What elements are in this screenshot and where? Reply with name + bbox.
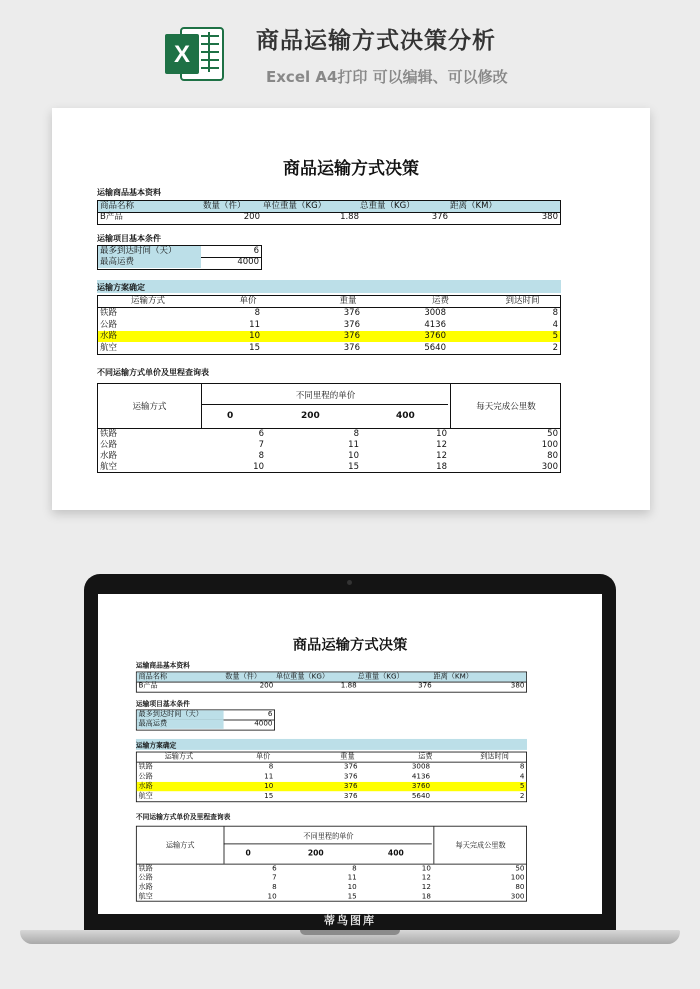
table-cell: 12 <box>421 883 431 892</box>
table-cell: 1.88 <box>340 681 357 691</box>
table-cell: 铁路 <box>100 308 118 318</box>
header-cell: 数量（件） <box>203 201 246 211</box>
section1-label: 运输商品基本资料 <box>135 661 190 670</box>
header-cell: 运输方式 <box>130 296 165 306</box>
table-row <box>137 865 526 874</box>
table-cell: 6 <box>258 429 264 439</box>
table-cell: 铁路 <box>138 762 153 771</box>
condition-value: 4000 <box>254 719 273 729</box>
table-header-row <box>137 752 526 761</box>
table-cell: 11 <box>348 440 359 450</box>
conditions-table <box>136 709 275 730</box>
table-cell: 8 <box>519 762 525 771</box>
section3-band <box>97 280 561 293</box>
table-cell: 3760 <box>424 331 446 341</box>
table-cell: 公路 <box>138 873 153 883</box>
table-cell: 376 <box>343 331 360 341</box>
table-row <box>137 763 526 772</box>
table-cell: 公路 <box>100 319 118 330</box>
table-cell: 376 <box>343 342 360 353</box>
header-cell: 距离（KM） <box>450 201 497 211</box>
table-cell: 8 <box>353 429 359 439</box>
table-row <box>137 720 274 729</box>
table-cell: 8 <box>352 864 357 873</box>
page-title: 商品运输方式决策分析 <box>256 28 496 54</box>
table-cell: 8 <box>258 451 264 461</box>
section2-label: 运输项目基本条件 <box>97 234 161 243</box>
condition-label: 最多到达时间（天） <box>98 246 201 257</box>
table-cell: 10 <box>264 781 274 791</box>
table-cell: 公路 <box>100 440 118 450</box>
table-cell: B产品 <box>138 681 158 691</box>
header-cell: 运输方式 <box>165 841 195 851</box>
section1-label: 运输商品基本资料 <box>97 188 161 197</box>
distance-header: 400 <box>396 411 415 421</box>
table-cell: 10 <box>249 331 260 341</box>
condition-label: 最多到达时间（天） <box>137 710 224 719</box>
header-cell: 运输方式 <box>132 402 167 412</box>
page-subtitle: Excel A4打印 可以编辑、可以修改 <box>266 68 508 86</box>
table-cell: 376 <box>343 762 358 771</box>
table-row <box>137 892 526 901</box>
price-lookup-table <box>97 383 561 473</box>
table-cell: 4 <box>519 772 525 781</box>
distance-header: 0 <box>227 411 234 421</box>
table-cell: 300 <box>541 462 558 472</box>
table-cell: 300 <box>510 892 525 901</box>
table-header-row <box>98 201 560 212</box>
table-cell: 水路 <box>100 331 118 341</box>
header-cell: 距离（KM） <box>433 672 473 681</box>
header-cell: 到达时间 <box>480 752 509 761</box>
header-cell: 总重量（KG） <box>357 672 404 681</box>
table-cell: 10 <box>421 864 431 873</box>
table-cell: 铁路 <box>138 864 153 873</box>
table-cell: 8 <box>552 308 558 318</box>
table-cell: 航空 <box>138 791 153 801</box>
table-cell: 铁路 <box>100 429 118 439</box>
table-cell: 11 <box>264 772 274 781</box>
table-cell: 3760 <box>411 781 431 791</box>
table-cell: 4136 <box>411 772 431 781</box>
table-cell: 航空 <box>100 462 118 472</box>
camera-icon <box>347 580 352 585</box>
table-cell: 15 <box>264 791 274 801</box>
header-cell: 单位重量（KG） <box>263 201 327 211</box>
table-cell: 10 <box>436 429 447 439</box>
sheet-title: 商品运输方式决策 <box>283 159 419 179</box>
table-cell: 4136 <box>424 319 446 330</box>
condition-label: 最高运费 <box>137 720 224 729</box>
table-cell: 12 <box>436 451 447 461</box>
condition-value: 6 <box>253 246 259 256</box>
table-row <box>98 331 560 342</box>
table-cell: 5 <box>552 331 558 341</box>
section4-label: 不同运输方式单价及里程查询表 <box>135 813 231 821</box>
table-row <box>98 343 560 354</box>
header-cell: 重量 <box>339 296 357 306</box>
table-cell: 376 <box>431 212 448 222</box>
table-cell: 376 <box>343 308 360 318</box>
table-cell: 200 <box>259 681 274 691</box>
section3-label: 运输方案确定 <box>97 283 145 292</box>
laptop-sheet-content <box>98 594 602 914</box>
table-cell: 376 <box>418 681 432 691</box>
table-row <box>137 682 526 691</box>
table-row <box>137 883 526 892</box>
table-cell: 10 <box>348 451 359 461</box>
section4-label: 不同运输方式单价及里程查询表 <box>97 368 209 377</box>
table-row <box>137 782 526 791</box>
table-row <box>98 440 560 451</box>
table-header-row <box>137 672 526 681</box>
excel-logo-icon <box>163 22 227 86</box>
header-cell: 单价 <box>239 296 257 306</box>
table-row <box>137 710 274 719</box>
page-header <box>0 0 700 100</box>
table-cell: 10 <box>267 892 277 901</box>
table-cell: 100 <box>541 440 558 450</box>
table-row <box>98 320 560 331</box>
table-cell: 7 <box>258 440 264 450</box>
table-cell: 376 <box>343 781 358 791</box>
header-cell: 每天完成公里数 <box>455 841 506 851</box>
table-cell: 380 <box>510 681 525 691</box>
plan-table <box>136 752 527 803</box>
table-cell: 80 <box>547 451 558 461</box>
table-cell: 3008 <box>424 308 446 318</box>
table-cell: 10 <box>347 883 357 892</box>
sheet-content <box>52 108 650 510</box>
section3-band <box>136 739 527 750</box>
header-cell: 商品名称 <box>138 672 168 681</box>
excel-logo-letter: X <box>173 41 191 68</box>
distance-header: 0 <box>245 849 251 858</box>
header-cell: 单位重量（KG） <box>275 672 330 681</box>
laptop-notch <box>300 930 400 935</box>
table-row <box>98 429 560 440</box>
table-cell: 11 <box>249 319 260 330</box>
table-cell: 1.88 <box>340 212 359 222</box>
table-cell: 7 <box>272 873 277 883</box>
header-cell: 总重量（KG） <box>360 201 415 211</box>
distance-header: 400 <box>387 849 404 858</box>
section2-label: 运输项目基本条件 <box>135 700 190 708</box>
table-cell: 11 <box>347 873 357 883</box>
table-cell: 2 <box>519 791 525 801</box>
condition-value: 4000 <box>237 257 259 267</box>
spreadsheet-preview <box>52 108 650 510</box>
condition-value: 6 <box>267 710 273 719</box>
table-cell: 水路 <box>100 451 118 461</box>
table-cell: 8 <box>268 762 274 771</box>
conditions-table <box>97 245 262 270</box>
table-row <box>137 792 526 801</box>
header-cell: 运输方式 <box>164 752 194 761</box>
table-cell: 8 <box>254 308 260 318</box>
table-cell: 6 <box>272 864 277 873</box>
product-info-table <box>136 672 527 693</box>
table-row <box>137 772 526 781</box>
table-cell: 2 <box>552 342 558 353</box>
header-cell: 不同里程的单价 <box>295 391 356 401</box>
header-cell: 数量（件） <box>225 672 262 681</box>
plan-table <box>97 295 561 355</box>
table-cell: 380 <box>541 212 558 222</box>
sheet-title: 商品运输方式决策 <box>292 636 408 654</box>
table-cell: 376 <box>343 772 358 781</box>
product-info-table <box>97 200 561 225</box>
table-cell: 12 <box>421 873 431 883</box>
table-cell: 水路 <box>138 883 153 892</box>
header-cell: 不同里程的单价 <box>303 832 354 841</box>
table-cell: 376 <box>343 319 360 330</box>
table-row <box>98 462 560 473</box>
header-cell: 到达时间 <box>505 296 540 306</box>
header-cell: 每天完成公里数 <box>476 402 536 412</box>
table-cell: 8 <box>272 883 277 892</box>
condition-label: 最高运费 <box>98 257 201 268</box>
table-row <box>98 212 560 223</box>
table-cell: 18 <box>436 462 447 472</box>
brand-label: 蒂鸟图库 <box>324 914 376 927</box>
table-cell: 5 <box>519 781 525 791</box>
header-cell: 运费 <box>418 752 433 761</box>
table-cell: 80 <box>515 883 525 892</box>
header-cell: 运费 <box>431 296 449 306</box>
header-cell: 重量 <box>340 752 355 761</box>
table-row <box>98 451 560 462</box>
section3-label: 运输方案确定 <box>135 741 177 750</box>
table-cell: 50 <box>515 864 525 873</box>
table-cell: 4 <box>552 319 558 330</box>
table-cell: 100 <box>510 873 525 883</box>
table-cell: 航空 <box>138 892 153 901</box>
table-cell: 公路 <box>138 772 153 781</box>
table-cell: 航空 <box>100 342 118 353</box>
table-cell: 12 <box>436 440 447 450</box>
table-row <box>98 246 261 257</box>
distance-header: 200 <box>301 411 320 421</box>
table-row <box>98 257 261 268</box>
table-cell: 3008 <box>411 762 431 771</box>
table-cell: 200 <box>243 212 260 222</box>
table-cell: 15 <box>249 342 260 353</box>
table-cell: 水路 <box>138 781 153 791</box>
table-cell: 15 <box>347 892 357 901</box>
table-row <box>137 874 526 883</box>
table-cell: B产品 <box>100 212 123 222</box>
table-cell: 18 <box>421 892 431 901</box>
table-cell: 50 <box>547 429 558 439</box>
table-cell: 376 <box>343 791 358 801</box>
header-cell: 商品名称 <box>100 201 135 211</box>
table-cell: 5640 <box>411 791 431 801</box>
header-cell: 单价 <box>256 752 271 761</box>
table-header-row <box>98 296 560 307</box>
distance-header: 200 <box>307 849 324 858</box>
table-row <box>98 308 560 319</box>
price-lookup-table <box>136 826 527 902</box>
table-cell: 15 <box>348 462 359 472</box>
laptop-screen <box>98 594 602 914</box>
table-cell: 5640 <box>424 342 446 353</box>
table-cell: 10 <box>253 462 264 472</box>
